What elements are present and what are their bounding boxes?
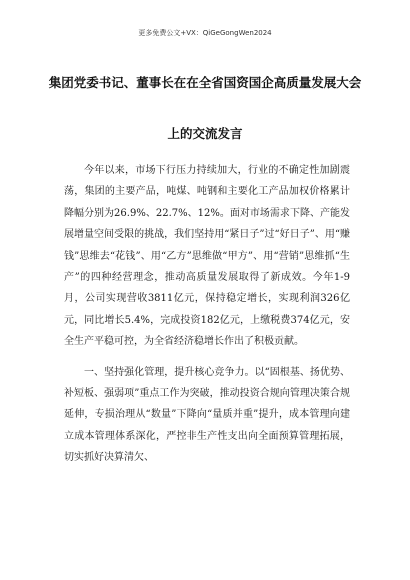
document-title-line1: 集团党委书记、董事长在在全省国资国企高质量发展大会 <box>48 75 362 90</box>
document-body <box>64 160 350 469</box>
paragraph-section-one: 一、坚持强化管理，提升核心竞争力。以“固根基、扬优势、补短板、强弱项”重点工作为突破，推动投资合规向管理决策合规延伸，专损治理从“数量”下降向“量质并重”提升，成本管理向建立成本管理体系深化，严控非生产性支出向全面预算管理拓展，切实抓好决算清欠、 <box>64 366 350 464</box>
document-title-line2: 上的交流发言 <box>167 126 243 141</box>
paragraph-intro: 今年以来，市场下行压力持续加大，行业的不确定性加剧震荡，集团的主要产品，吨煤、吨钢和主要化工产品加权价格累计降幅分别为26.9%、22.7%、12%。面对市场需求下降、产能发展增量空间受限的挑战，我们坚持用“紧日子”过“好日子”、用“赚钱”思维去“花钱”、用“乙方”思维做“甲方”、用“营销”思维抓“生产”的四种经营理念，推动高质量发展取得了新成效。今年1-9月，公司实现营收3811亿元，保持稳定增长，实现利润326亿元，同比增长5.4%，完成投资182亿元，上缴税费374亿元，安全生产平稳可控，为全省经济稳增长作出了积极贡献。 <box>64 165 350 348</box>
header-note: 更多免费公文+VX：QiGeGongWen2024 <box>138 29 272 37</box>
